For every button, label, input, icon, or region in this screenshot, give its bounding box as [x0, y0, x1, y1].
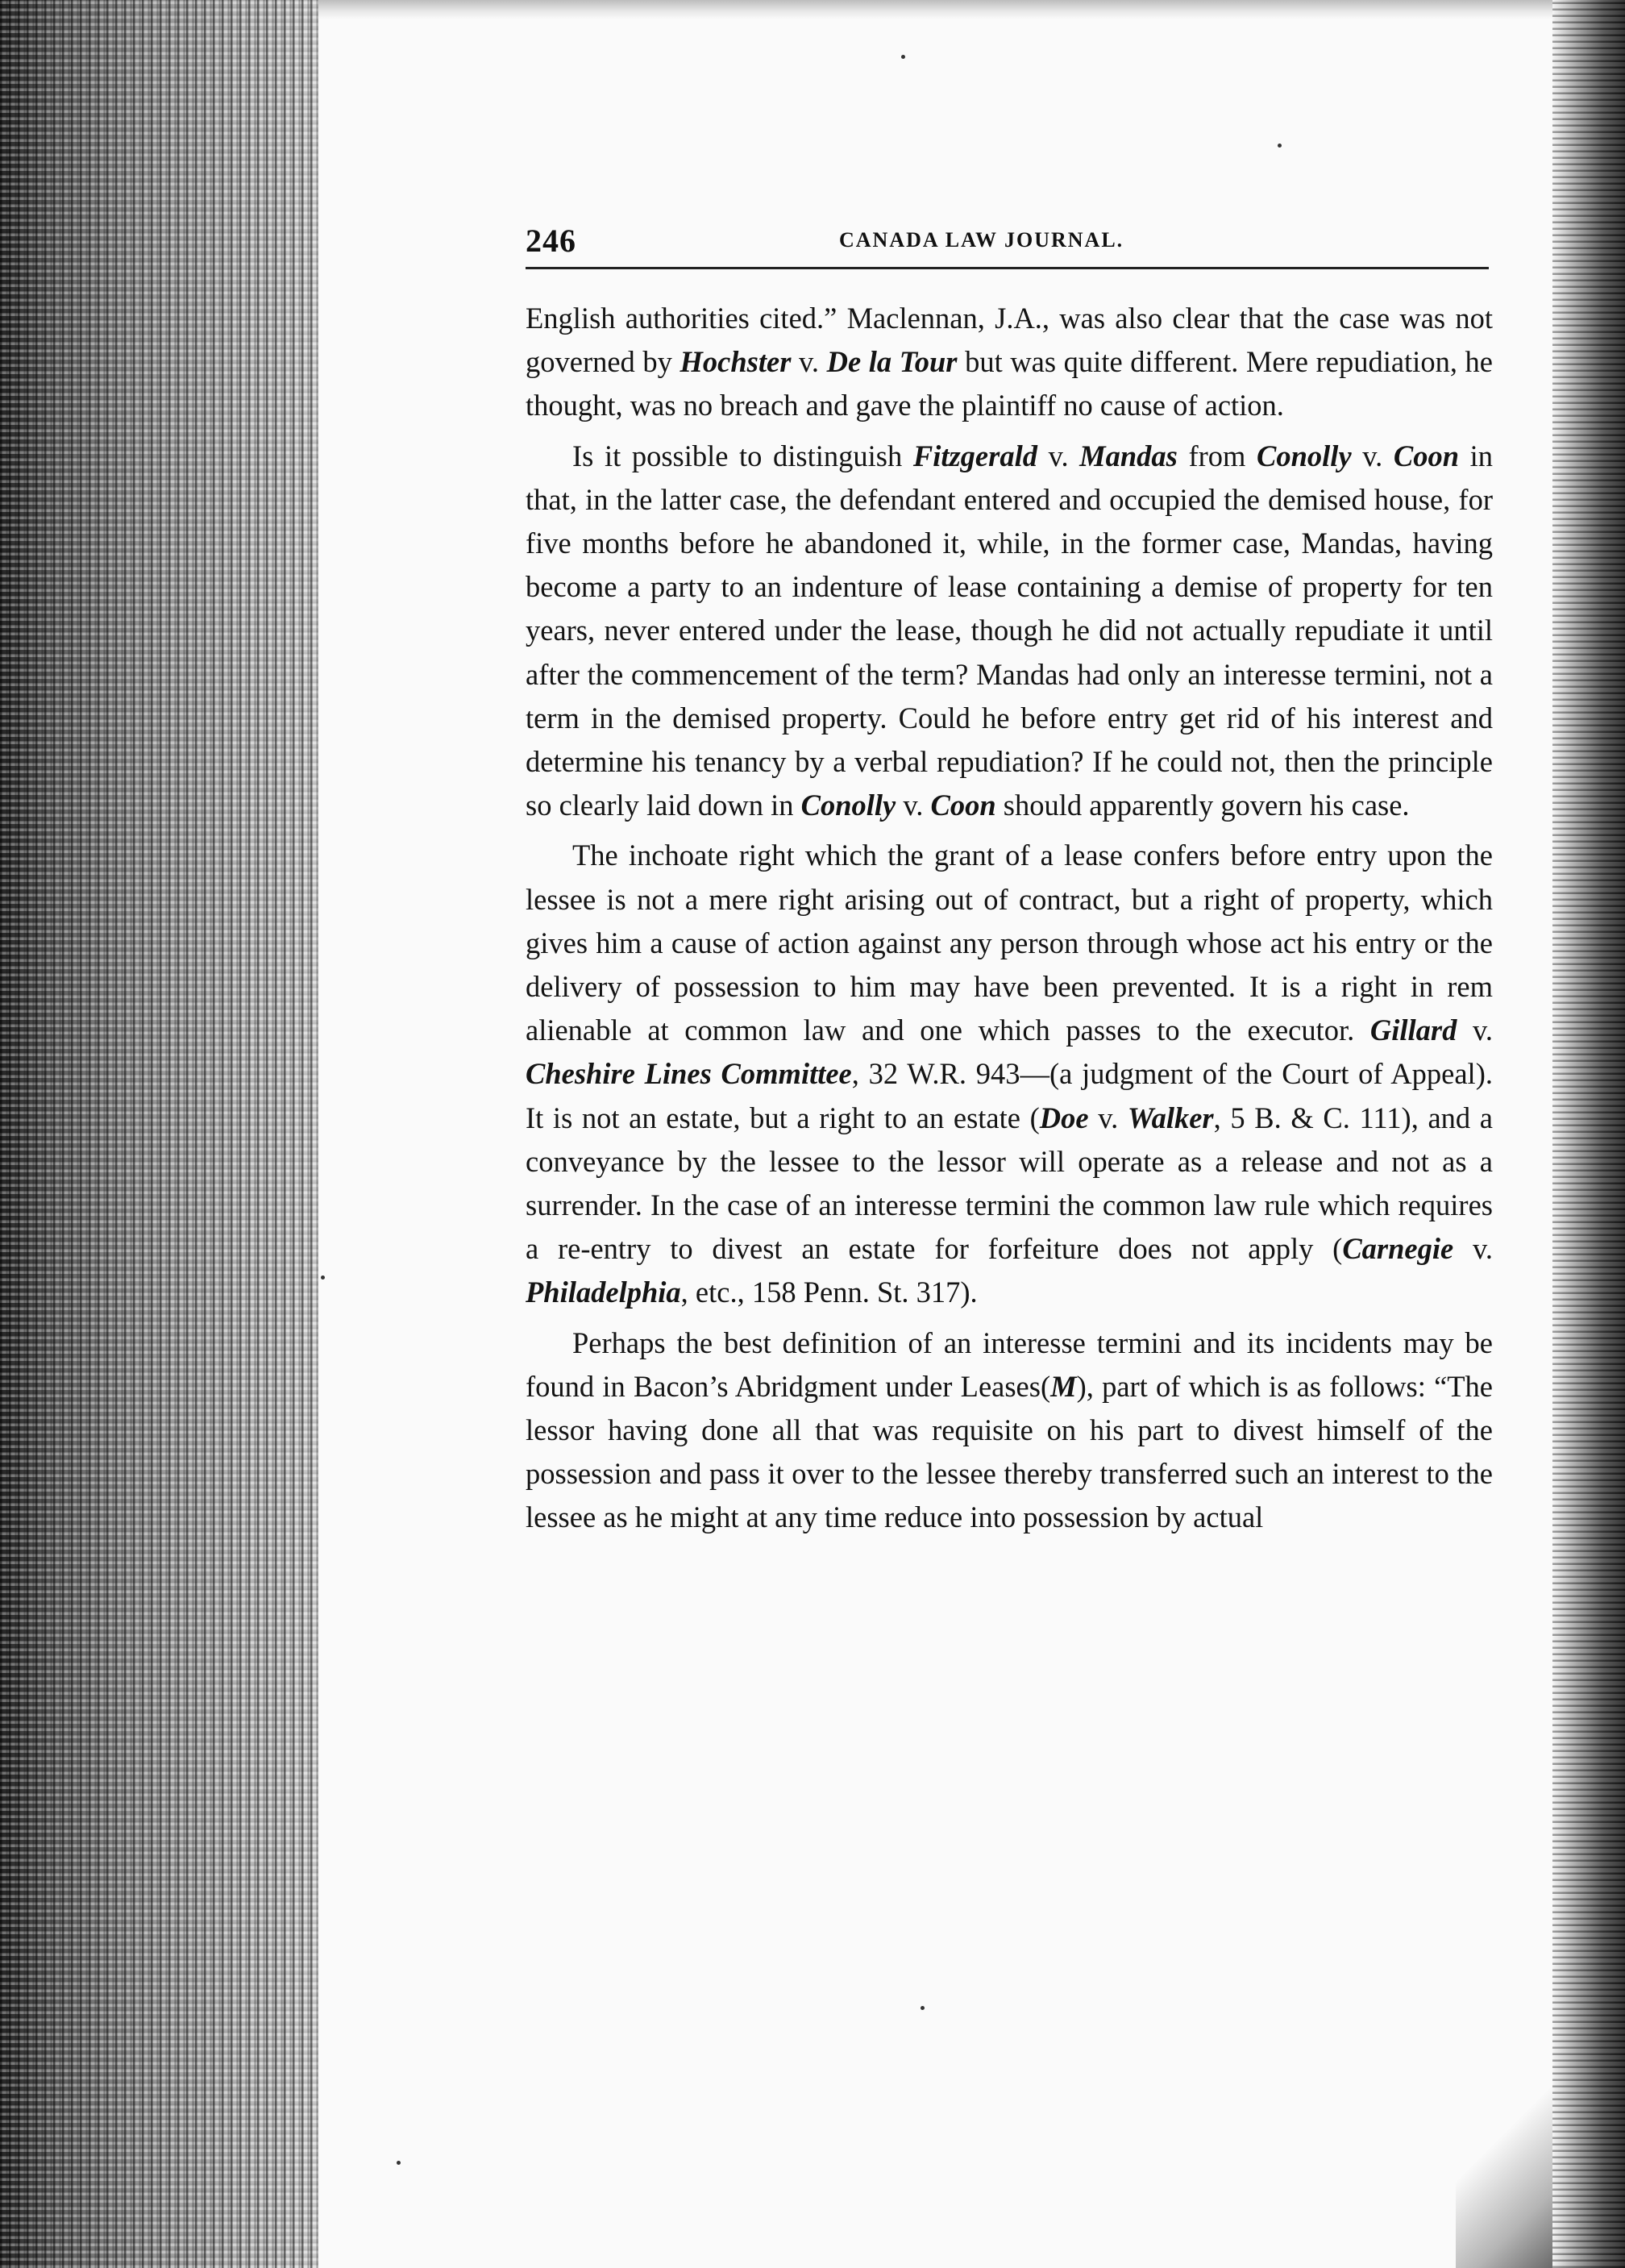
text-run: , 5 B. & C. 111), and a conveyance by the lessee to the lessor will operate as a release and not as a surrender. In the case of an interesse termini the common law rule which requires a re-entry to divest an estate for forfeiture does not apply ( [526, 1101, 1493, 1266]
text-run: v. [1457, 1013, 1493, 1047]
text-run: v. [1088, 1101, 1128, 1134]
text-run: v. [1453, 1232, 1493, 1266]
page-header [526, 222, 1493, 270]
case-name-italic: De la Tour [826, 345, 958, 379]
case-name-italic: Conolly [800, 789, 896, 822]
text-run: should apparently govern his case. [995, 789, 1410, 822]
paragraph [526, 834, 1493, 1314]
scan-speck [1278, 144, 1282, 148]
case-name-italic: Doe [1039, 1101, 1089, 1134]
case-name-italic: Fitzgerald [912, 439, 1037, 472]
paragraph [526, 297, 1493, 428]
scan-speck [397, 2161, 401, 2165]
case-name-italic: Carnegie [1342, 1232, 1454, 1266]
text-run: v. [1351, 439, 1394, 472]
case-name-italic: Philadelphia [526, 1275, 681, 1309]
case-name-italic: Coon [930, 789, 996, 822]
case-name-italic: Hochster [680, 345, 792, 379]
text-run: from [1177, 439, 1257, 472]
text-run: The inchoate right which the grant of a lease confers before entry upon the lessee is not a mere right arising out of contract, but a right of property, which gives him a cause of action against any person through whose act his entry or the delivery of possession to him may have been prevented. It is a right in rem alienable at common law and one which passes to the executor. [526, 839, 1493, 1047]
article-body [526, 297, 1493, 1546]
text-run: Perhaps the best definition of an interesse termini and its incidents may be found in Bacon’s Abridgment under Leases( [526, 1325, 1493, 1403]
text-run: v. [896, 789, 931, 822]
text-run: Is it possible to distinguish [572, 439, 913, 472]
paragraph [526, 435, 1493, 828]
running-head: CANADA LAW JOURNAL. [839, 228, 1124, 252]
case-name-italic: Mandas [1079, 439, 1178, 472]
text-run: ), part of which is as follows: “The lessor having done all that was requisite on his part to divest himself of the possession and pass it over to the lessee thereby transferred such an interest to the lessee as he might at any time reduce into possession by actual [526, 1369, 1494, 1534]
case-name-italic: M [1050, 1369, 1077, 1403]
case-name-italic: Walker [1127, 1101, 1214, 1134]
scan-speck [901, 55, 905, 59]
book-gutter-right [1552, 0, 1625, 2268]
text-run: , etc., 158 Penn. St. 317). [680, 1275, 978, 1309]
case-name-italic: Coon [1393, 439, 1459, 472]
text-run: v. [791, 345, 827, 379]
page-corner-curl [1456, 2058, 1552, 2268]
text-run: but was quite different. Mere repudiation, he thought, was no breach and gave the plaintiff no cause of action. [526, 345, 1493, 422]
text-run: , 32 W.R. 943—(a judgment of the Court of Appeal). It is not an estate, but a right to an estate ( [526, 1057, 1493, 1134]
header-rule [526, 267, 1489, 269]
scan-speck [321, 1275, 325, 1280]
page-number: 246 [526, 223, 576, 259]
case-name-italic: Gillard [1369, 1013, 1457, 1047]
case-name-italic: Conolly [1257, 439, 1352, 472]
text-run: v. [1037, 439, 1080, 472]
book-gutter-left [0, 0, 318, 2268]
text-run: in that, in the latter case, the defendant entered and occupied the demised house, for five months before he abandoned it, while, in the former case, Mandas, having become a party to an indenture of lease containing a demise of property for ten years, never entered under the lease, though he did not actually repudiate it until after the commencement of the term? Mandas had only an interesse termini, not a term in the demised property. Could he before entry get rid of his interest and determine his tenancy by a verbal repudiation? If he could not, then the principle so clearly laid down in [526, 439, 1493, 822]
text-run: English authorities cited.” Maclennan, J.A., was also clear that the case was not governed by [526, 302, 1493, 379]
case-name-italic: Cheshire Lines Committee [526, 1057, 852, 1091]
paragraph [526, 1321, 1493, 1540]
page-top-edge [318, 0, 1552, 19]
scan-speck [921, 2006, 925, 2010]
